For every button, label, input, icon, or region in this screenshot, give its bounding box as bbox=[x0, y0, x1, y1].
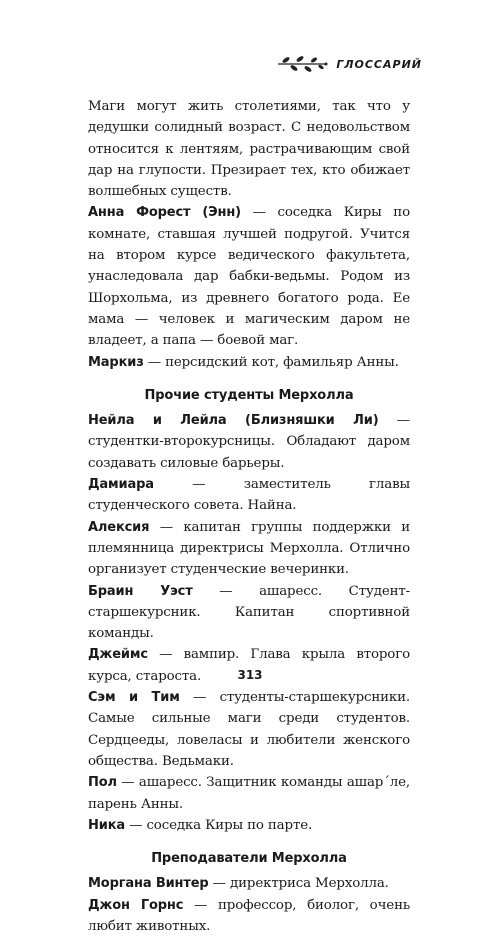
glossary-entry bbox=[88, 581, 410, 645]
glossary-entry bbox=[88, 772, 410, 815]
entry-term: Ника bbox=[88, 817, 125, 833]
entry-text: — студенты-старшекурсники. Самые сильные маги среди студентов. Сердцееды, ловеласы и любители женского общества. Ведьмаки. bbox=[88, 690, 410, 769]
entry-text: — соседка Киры по комнате, ставшая лучшей подругой. Учится на втором курсе ведического факультета, унаследовала дар бабки-ведьмы. Родом из Шорхольма, из древнего богатого рода. Ее мама — человек и магическим даром не владеет, а папа — боевой маг. bbox=[88, 205, 410, 349]
section-heading-teachers: Преподаватели Мерхолла bbox=[151, 851, 347, 867]
entry-term: Джон Горнс bbox=[88, 897, 184, 913]
entry-term: Алексия bbox=[88, 519, 150, 535]
glossary-entry bbox=[88, 815, 410, 836]
entry-term: Пол bbox=[88, 775, 117, 791]
entry-term: Джеймс bbox=[88, 647, 148, 663]
entry-term: Моргана Винтер bbox=[88, 876, 209, 892]
entry-term: Маркиз bbox=[88, 354, 144, 370]
entry-text: — соседка Киры по парте. bbox=[125, 817, 313, 833]
glossary-entry bbox=[88, 474, 410, 517]
glossary-entry bbox=[88, 410, 410, 474]
glossary-entry bbox=[88, 873, 410, 894]
sprig-icon bbox=[276, 52, 328, 76]
header-title: ГЛОССАРИЙ bbox=[336, 57, 422, 71]
entry-text: — студентки-второкурсницы. Обладают даром создавать силовые барьеры. bbox=[88, 413, 410, 471]
entry-text: — ашаресс. Студент-старшекурсник. Капитан спортивной команды. bbox=[88, 583, 411, 642]
entry-text: — профессор, биолог, очень любит животных. bbox=[88, 897, 410, 934]
entry-text: — персидский кот, фамильяр Анны. bbox=[143, 354, 399, 370]
intro-paragraph: Маги могут жить столетиями, так что у дедушки солидный возраст. С недовольством относится к лентяям, растрачивающим свой дар на глупости. Презирает тех, кто обижает волшебных существ. bbox=[88, 99, 410, 200]
glossary-body bbox=[88, 96, 410, 937]
section-heading-students: Прочие студенты Мерхолла bbox=[144, 387, 354, 403]
entry-term: Браин Уэст bbox=[88, 583, 193, 599]
entry-term: Дамиара bbox=[88, 477, 154, 493]
entry-term: Анна Форест (Энн) bbox=[88, 205, 241, 221]
entry-text: — директриса Мерхолла. bbox=[208, 876, 389, 892]
entry-text: — капитан группы поддержки и племянница директрисы Мерхолла. Отлично организует студенческие вечеринки. bbox=[88, 519, 410, 578]
glossary-entry bbox=[88, 687, 410, 772]
glossary-entry bbox=[88, 895, 410, 937]
entry-text: — вампир. Глава крыла второго курса, староста. bbox=[88, 647, 410, 684]
running-header bbox=[276, 52, 422, 76]
page-number: 313 bbox=[237, 668, 263, 682]
glossary-entry bbox=[88, 352, 410, 373]
glossary-entry bbox=[88, 202, 410, 351]
entry-term: Нейла и Лейла (Близняшки Ли) bbox=[88, 413, 379, 429]
entry-text: — заместитель главы студенческого совета. Найна. bbox=[88, 477, 410, 514]
glossary-entry bbox=[88, 517, 410, 581]
entry-text: — ашаресс. Защитник команды ашар´ле, парень Анны. bbox=[88, 775, 410, 812]
entry-term: Сэм и Тим bbox=[88, 690, 180, 706]
